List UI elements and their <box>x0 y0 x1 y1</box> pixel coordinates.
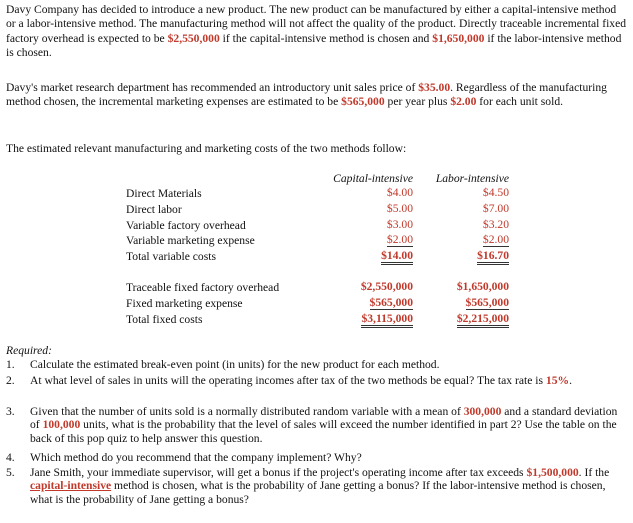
traceable-fixed-overhead-labor: $1,650,000 <box>456 280 509 293</box>
total-fixed-capital <box>317 312 413 326</box>
direct-labor-capital: $5.00 <box>386 202 413 215</box>
row-label-variable-marketing-expense: Variable marketing expense <box>126 234 255 247</box>
q3-text-b: and a standard deviation of <box>30 405 618 432</box>
intro-p1-text-b: if the capital-intensive method is chosen and <box>219 31 433 45</box>
bonus-threshold-value: $1,500,000 <box>526 466 579 479</box>
q5-text-b: . If the <box>578 466 610 479</box>
total-variable-capital <box>317 249 413 263</box>
intro-p2-text-a: Davy's market research department has recommended an introductory unit sales price of <box>6 81 419 94</box>
q2-text-b: . <box>569 374 572 387</box>
row-label-traceable-fixed-overhead: Traceable fixed factory overhead <box>126 281 280 294</box>
intro-p1-text-a: Davy Company has decided to introduce a new product. The new product can be manufactured by either a capital-intensive method or a labor-intensive method. The manufacturing method will not affect the quality of the product. Directly traceable incremental fixed factory overhead is expected to be <box>6 3 627 45</box>
capital-intensive-header: Capital-intensive <box>333 172 413 185</box>
variable-marketing-capital <box>317 233 413 247</box>
row-label-total-variable-costs: Total variable costs <box>126 250 216 263</box>
direct-materials-capital: $4.00 <box>386 186 413 199</box>
total-fixed-labor <box>425 312 509 326</box>
intro-p2-text-d: for each unit sold. <box>476 95 564 109</box>
question-2 <box>30 374 628 387</box>
variable-marketing-capital-value: $2.00 <box>386 233 413 246</box>
std-dev-value: 100,000 <box>42 418 81 432</box>
direct-labor-labor: $7.00 <box>482 202 509 215</box>
q5-text-a: Jane Smith, your immediate supervisor, will get a bonus if the project's operating income after tax exceeds <box>30 466 527 479</box>
q3-text-a: Given that the number of units sold is a normally distributed random variable with a mean of <box>30 405 464 418</box>
mean-value: 300,000 <box>463 405 502 418</box>
q2-number: 2. <box>6 374 15 387</box>
q3-text-c: units, what is the probability that the level of sales will exceed the number identified in part 2? Use the table on the back of this pop quiz to help answer this question. <box>30 418 617 445</box>
intro-p1-text-c: if the labor-intensive method is chosen. <box>6 31 622 60</box>
direct-materials-labor: $4.50 <box>482 186 509 199</box>
total-variable-labor-value: $16.70 <box>477 249 509 265</box>
total-fixed-labor-value: $2,215,000 <box>457 312 509 328</box>
marketing-expense-value: $565,000 <box>341 95 385 109</box>
total-fixed-capital-value: $3,115,000 <box>361 312 413 328</box>
q4-number: 4. <box>6 451 15 464</box>
intro-p2-text-c: per year plus <box>384 95 451 109</box>
tax-rate-value: 15% <box>545 374 570 387</box>
total-variable-labor <box>425 249 509 263</box>
q3-number: 3. <box>6 405 15 418</box>
fixed-overhead-capital-value: $2,550,000 <box>167 31 220 45</box>
row-label-direct-labor: Direct labor <box>126 203 182 216</box>
total-variable-capital-value: $14.00 <box>381 249 413 265</box>
capital-intensive-emphasis: capital-intensive <box>30 479 112 493</box>
intro-p2-text-b: . Regardless of the manufacturing method chosen, the incremental marketing expenses are estimated to be <box>6 81 607 109</box>
variable-marketing-labor <box>425 233 509 247</box>
q5-text-c: method is chosen, what is the probability of Jane getting a bonus? If the labor-intensive method is chosen, what is the probability of Jane getting a bonus? <box>30 479 606 506</box>
traceable-fixed-overhead-capital: $2,550,000 <box>360 280 413 293</box>
q1-number: 1. <box>6 358 15 371</box>
q5-number: 5. <box>6 466 15 479</box>
fixed-marketing-capital-value: $565,000 <box>369 296 413 309</box>
variable-marketing-labor-value: $2.00 <box>482 233 509 246</box>
row-label-fixed-marketing-expense: Fixed marketing expense <box>126 297 243 310</box>
per-unit-marketing-value: $2.00 <box>450 95 477 109</box>
q2-text-a: At what level of sales in units will the operating incomes after tax of the two methods be equal? The tax rate is <box>30 374 546 387</box>
question-4: Which method do you recommend that the company implement? Why? <box>30 451 362 464</box>
row-label-direct-materials: Direct Materials <box>126 187 202 200</box>
labor-intensive-header: Labor-intensive <box>435 172 509 185</box>
unit-sales-price-value: $35.00 <box>418 81 451 94</box>
fixed-marketing-capital <box>317 296 413 310</box>
intro-paragraph-3: The estimated relevant manufacturing and marketing costs of the two methods follow: <box>6 142 407 155</box>
question-3 <box>30 405 628 445</box>
question-5 <box>30 466 628 506</box>
question-1: Calculate the estimated break-even point (in units) for the new product for each method. <box>30 358 440 371</box>
variable-factory-overhead-labor: $3.20 <box>482 218 509 231</box>
fixed-overhead-labor-value: $1,650,000 <box>432 31 485 45</box>
row-label-variable-factory-overhead: Variable factory overhead <box>126 219 246 232</box>
row-label-total-fixed-costs: Total fixed costs <box>126 313 203 326</box>
fixed-marketing-labor <box>425 296 509 310</box>
variable-factory-overhead-capital: $3.00 <box>386 218 413 231</box>
required-heading: Required: <box>6 344 52 357</box>
fixed-marketing-labor-value: $565,000 <box>465 296 509 309</box>
